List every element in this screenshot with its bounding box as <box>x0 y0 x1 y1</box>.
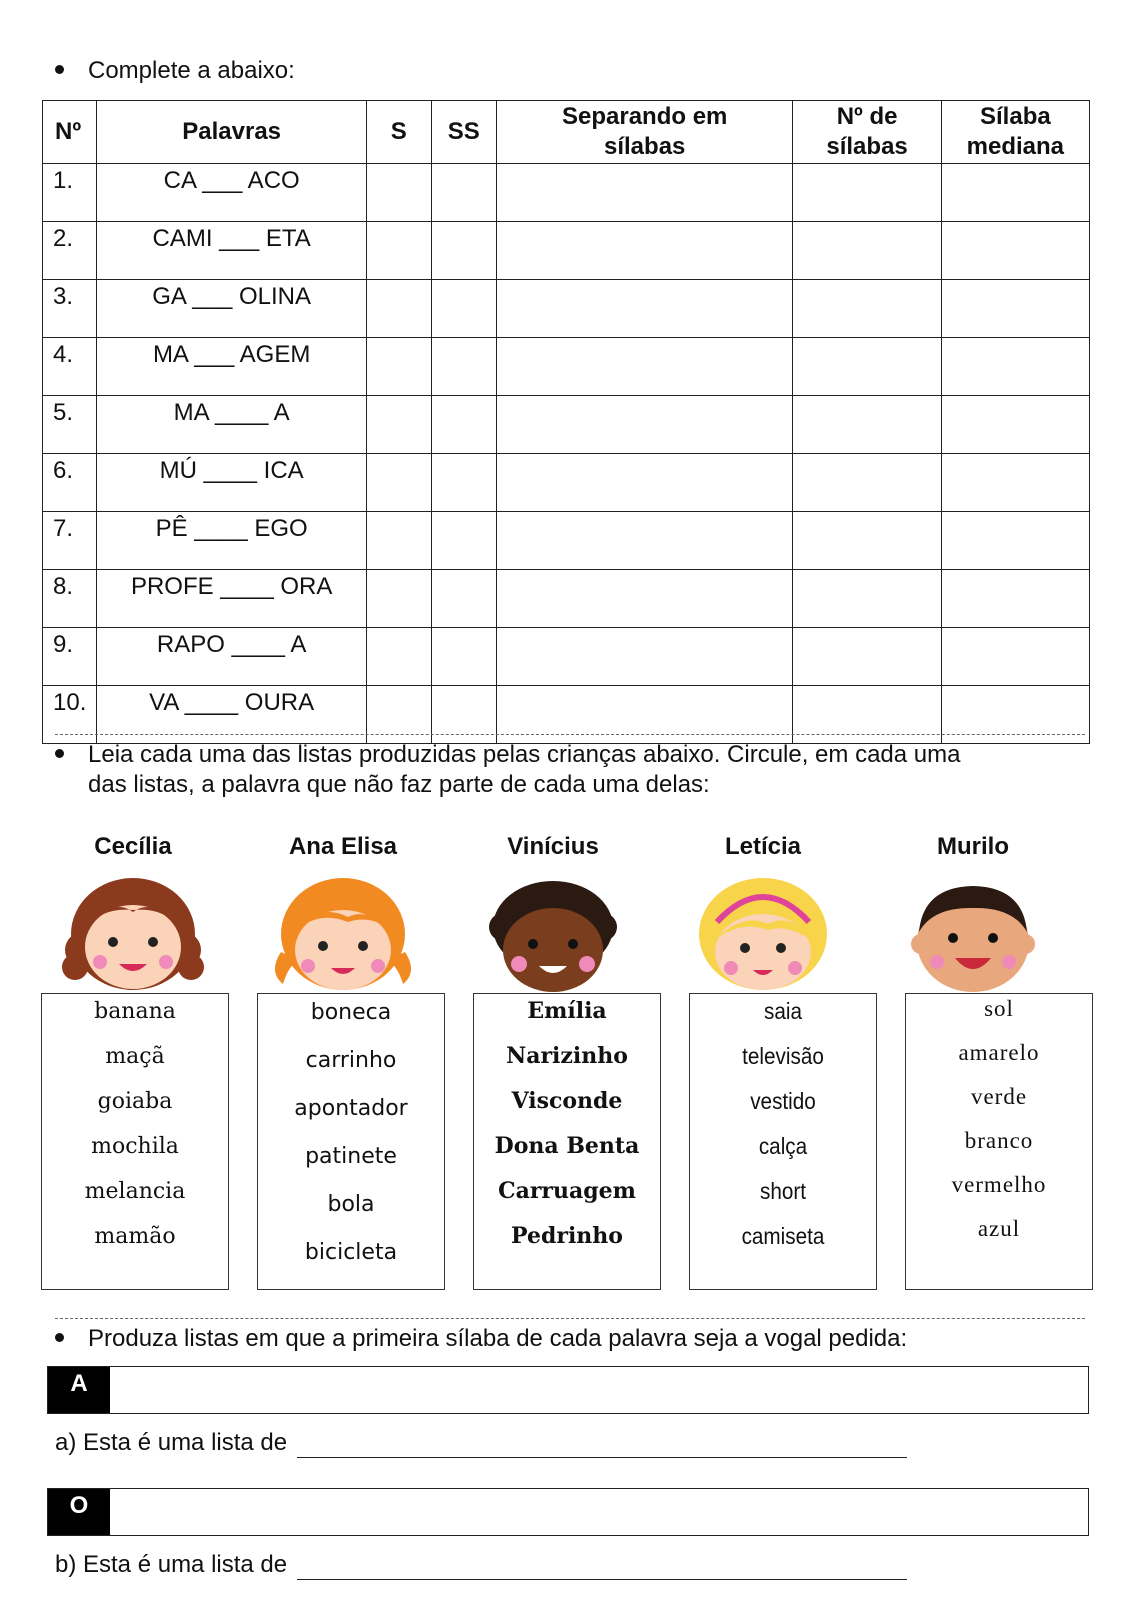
cell-separando[interactable] <box>496 396 793 454</box>
vowel-row-o[interactable] <box>47 1488 1089 1536</box>
row-number: 3. <box>43 280 97 338</box>
table-row <box>43 512 1090 570</box>
kid-murilo <box>878 832 1068 992</box>
cell-s[interactable] <box>367 396 431 454</box>
cell-s[interactable] <box>367 512 431 570</box>
cell-num-silabas[interactable] <box>793 570 941 628</box>
cell-s[interactable] <box>367 570 431 628</box>
leticia-face-icon <box>683 872 843 992</box>
header-separando: Separando em sílabas <box>496 101 793 164</box>
kid-leticia <box>668 832 858 992</box>
row-number: 6. <box>43 454 97 512</box>
list-item[interactable]: branco <box>964 1128 1034 1153</box>
cell-num-silabas[interactable] <box>793 512 941 570</box>
cell-silaba-mediana[interactable] <box>941 338 1089 396</box>
cell-ss[interactable] <box>431 280 496 338</box>
cell-separando[interactable] <box>496 280 793 338</box>
list-box-ana-elisa <box>257 993 445 1290</box>
cell-num-silabas[interactable] <box>793 338 941 396</box>
cell-ss[interactable] <box>431 396 496 454</box>
list-item[interactable]: Pedrinho <box>511 1223 623 1249</box>
answer-line-a: a) Esta é uma lista de <box>55 1428 907 1458</box>
row-word: MA ___ AGEM <box>97 338 367 396</box>
table-row <box>43 396 1090 454</box>
cell-separando[interactable] <box>496 628 793 686</box>
instruction-complete: Complete a abaixo: <box>55 56 295 86</box>
list-item[interactable]: carrinho <box>305 1048 397 1073</box>
cell-num-silabas[interactable] <box>793 454 941 512</box>
answer-blank[interactable] <box>297 1557 907 1580</box>
list-item[interactable]: Visconde <box>511 1088 623 1114</box>
kid-name: Murilo <box>937 833 1009 860</box>
list-item[interactable]: Dona Benta <box>494 1133 640 1159</box>
list-item[interactable]: goiaba <box>97 1089 173 1114</box>
row-number: 5. <box>43 396 97 454</box>
row-number: 4. <box>43 338 97 396</box>
list-item[interactable]: azul <box>977 1216 1021 1241</box>
cell-silaba-mediana[interactable] <box>941 454 1089 512</box>
kid-name: Cecília <box>94 833 172 860</box>
cell-s[interactable] <box>367 628 431 686</box>
list-item[interactable]: bola <box>327 1192 375 1217</box>
kid-ana-elisa <box>248 832 438 992</box>
list-item[interactable]: apontador <box>294 1096 408 1121</box>
row-word: RAPO ____ A <box>97 628 367 686</box>
row-word: PÊ ____ EGO <box>97 512 367 570</box>
header-num-silabas: Nº de sílabas <box>793 101 941 164</box>
cell-silaba-mediana[interactable] <box>941 570 1089 628</box>
cell-ss[interactable] <box>431 454 496 512</box>
list-item[interactable]: vermelho <box>951 1172 1047 1197</box>
list-item[interactable]: maçã <box>105 1044 165 1069</box>
list-item[interactable]: Narizinho <box>506 1043 628 1069</box>
answer-blank[interactable] <box>297 1435 907 1458</box>
cell-separando[interactable] <box>496 338 793 396</box>
cell-silaba-mediana[interactable] <box>941 628 1089 686</box>
list-item[interactable]: verde <box>970 1084 1028 1109</box>
cell-silaba-mediana[interactable] <box>941 222 1089 280</box>
cell-separando[interactable] <box>496 164 793 222</box>
kid-name: Vinícius <box>507 833 599 860</box>
table-row <box>43 164 1090 222</box>
list-item[interactable]: bicicleta <box>304 1240 398 1265</box>
cell-s[interactable] <box>367 164 431 222</box>
row-word: PROFE ____ ORA <box>97 570 367 628</box>
list-box-murilo <box>905 993 1093 1290</box>
cell-silaba-mediana[interactable] <box>941 512 1089 570</box>
table-row <box>43 628 1090 686</box>
murilo-face-icon <box>893 872 1053 992</box>
vowel-row-a[interactable] <box>47 1366 1089 1414</box>
row-word: MÚ ____ ICA <box>97 454 367 512</box>
list-item[interactable]: Emília <box>527 998 607 1024</box>
list-item[interactable]: mamão <box>94 1224 176 1249</box>
list-item[interactable]: saia <box>764 998 802 1024</box>
table-row <box>43 280 1090 338</box>
cell-num-silabas[interactable] <box>793 164 941 222</box>
row-word: MA ____ A <box>97 396 367 454</box>
row-number: 8. <box>43 570 97 628</box>
cell-separando[interactable] <box>496 222 793 280</box>
row-number: 7. <box>43 512 97 570</box>
row-word: CA ___ ACO <box>97 164 367 222</box>
cell-separando[interactable] <box>496 570 793 628</box>
vowel-label: O <box>48 1489 110 1535</box>
list-item[interactable]: Carruagem <box>498 1178 636 1204</box>
row-number: 1. <box>43 164 97 222</box>
table-row <box>43 454 1090 512</box>
list-item[interactable]: mochila <box>91 1134 179 1159</box>
row-number: 9. <box>43 628 97 686</box>
cell-s[interactable] <box>367 338 431 396</box>
row-number: 2. <box>43 222 97 280</box>
list-item[interactable]: vestido <box>750 1088 816 1114</box>
cecilia-face-icon <box>53 872 213 992</box>
cell-ss[interactable] <box>431 222 496 280</box>
kid-name: Letícia <box>724 833 802 860</box>
header-palavras: Palavras <box>97 101 367 164</box>
table-row <box>43 338 1090 396</box>
cell-ss[interactable] <box>431 164 496 222</box>
cell-s[interactable] <box>367 222 431 280</box>
list-item[interactable]: short <box>759 1178 807 1204</box>
ana-elisa-face-icon <box>263 872 423 992</box>
list-item[interactable]: melancia <box>84 1179 186 1204</box>
cell-s[interactable] <box>367 280 431 338</box>
cell-s[interactable] <box>367 454 431 512</box>
list-item[interactable]: calça <box>758 1133 808 1159</box>
cell-ss[interactable] <box>431 570 496 628</box>
list-box-vinicius <box>473 993 661 1290</box>
row-word: VA ____ OURA <box>97 686 367 744</box>
bullet-icon <box>55 1333 64 1342</box>
row-word: CAMI ___ ETA <box>97 222 367 280</box>
cell-ss[interactable] <box>431 628 496 686</box>
bullet-icon <box>55 65 64 74</box>
bullet-icon <box>55 749 64 758</box>
kid-cecilia <box>38 832 228 992</box>
table-header-row <box>43 101 1090 164</box>
cell-num-silabas[interactable] <box>793 396 941 454</box>
cell-num-silabas[interactable] <box>793 628 941 686</box>
table-row <box>43 570 1090 628</box>
kid-vinicius <box>458 832 648 992</box>
header-silaba-mediana: Sílaba mediana <box>941 101 1089 164</box>
list-item[interactable]: boneca <box>310 1000 392 1025</box>
dashed-separator <box>55 734 1085 735</box>
cell-ss[interactable] <box>431 338 496 396</box>
list-item[interactable]: patinete <box>305 1144 397 1169</box>
instruction-produce: Produza listas em que a primeira sílaba de cada palavra seja a vogal pedida: <box>55 1324 907 1354</box>
list-box-cecilia <box>41 993 229 1290</box>
header-s: S <box>367 101 431 164</box>
cell-num-silabas[interactable] <box>793 222 941 280</box>
list-item[interactable]: televisão <box>742 1043 824 1069</box>
list-item[interactable]: amarelo <box>958 1040 1040 1065</box>
answer-line-b: b) Esta é uma lista de <box>55 1550 907 1580</box>
exercise-table <box>42 100 1090 744</box>
cell-num-silabas[interactable] <box>793 280 941 338</box>
table-row <box>43 222 1090 280</box>
list-box-leticia <box>689 993 877 1290</box>
list-item[interactable]: camiseta <box>741 1223 825 1249</box>
instruction-circle: Leia cada uma das listas produzidas pelas crianças abaixo. Circule, em cada uma das listas, a palavra que não faz parte de cada uma delas: <box>55 740 960 800</box>
kid-name: Ana Elisa <box>288 833 398 860</box>
cell-silaba-mediana[interactable] <box>941 164 1089 222</box>
list-item[interactable]: sol <box>984 996 1014 1021</box>
cell-ss[interactable] <box>431 512 496 570</box>
cell-separando[interactable] <box>496 454 793 512</box>
cell-separando[interactable] <box>496 512 793 570</box>
row-word: GA ___ OLINA <box>97 280 367 338</box>
row-number: 10. <box>43 686 97 744</box>
list-item[interactable]: banana <box>94 999 176 1024</box>
vowel-label: A <box>48 1367 110 1413</box>
dashed-separator <box>55 1318 1085 1319</box>
vinicius-face-icon <box>473 872 633 992</box>
cell-silaba-mediana[interactable] <box>941 396 1089 454</box>
header-ss: SS <box>431 101 496 164</box>
cell-silaba-mediana[interactable] <box>941 280 1089 338</box>
header-num: Nº <box>43 101 97 164</box>
